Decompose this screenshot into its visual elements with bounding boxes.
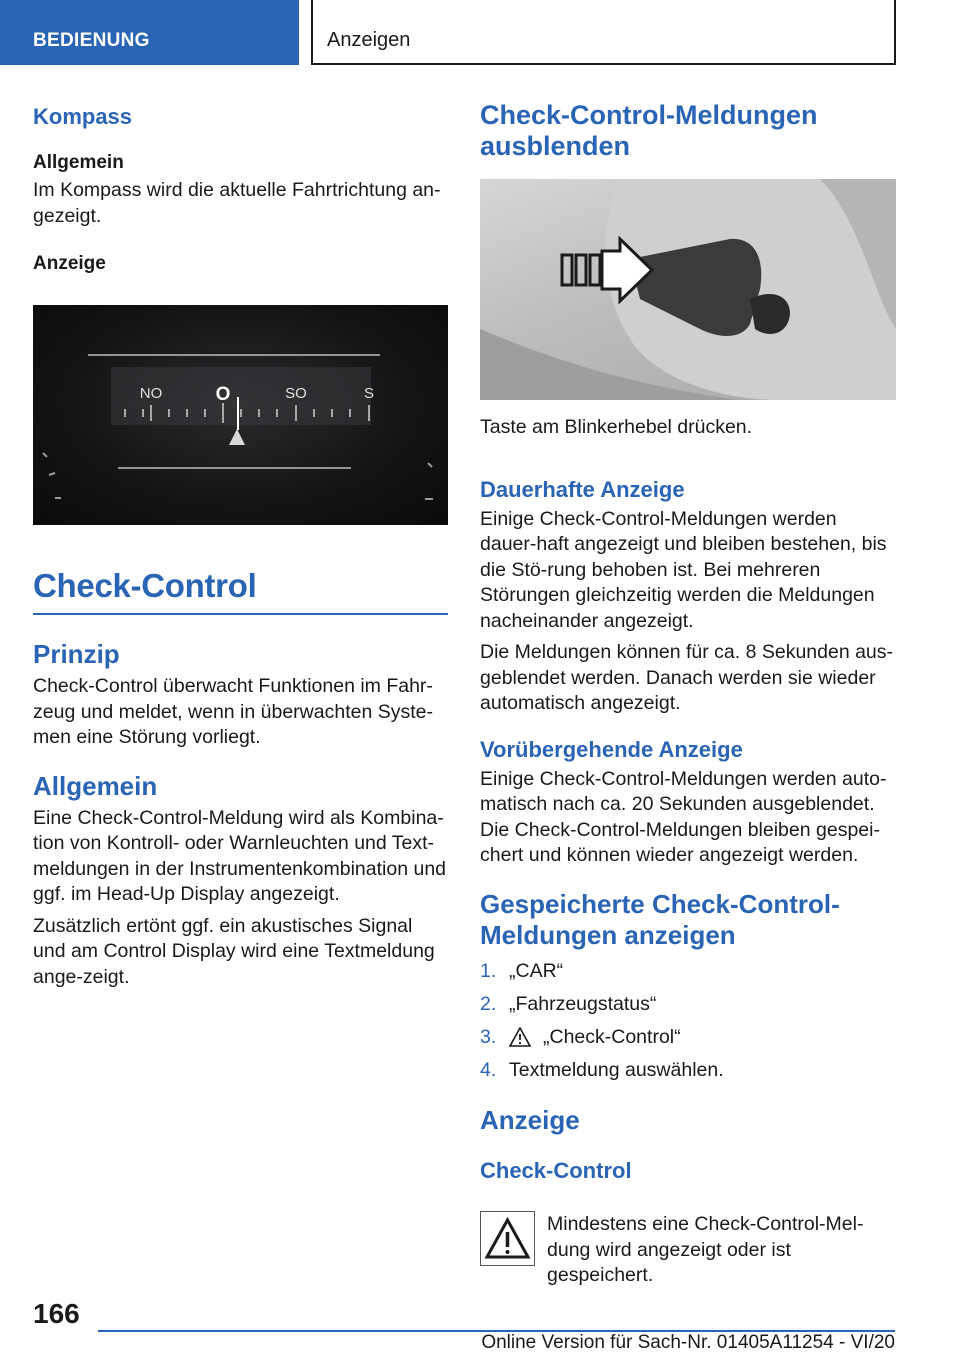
check-control-heading: Check-Control	[33, 567, 257, 604]
list-item: 1. „CAR“	[480, 959, 564, 982]
allgemein2-heading: Allgemein	[33, 770, 158, 801]
chapter-title: Anzeigen	[311, 0, 896, 65]
gespeichert-heading: Gespeicherte Check-Control-Meldungen anzeigen	[480, 888, 840, 950]
heading-rule	[33, 613, 448, 615]
compass-label-so: SO	[285, 385, 307, 402]
compass-display-image	[33, 305, 448, 525]
allgemein2-text1: Eine Check-Control-Meldung wird als Kombina-tion von Kontroll- oder Warnleuchten und Text-meldungen in der Instrumentenkombination und ggf. im Head-Up Display angezeigt.	[33, 806, 447, 905]
right-column	[480, 100, 896, 162]
compass-label-no: NO	[139, 385, 163, 402]
cc-text: Mindestens eine Check-Control-Mel-dung wird angezeigt oder ist gespeichert.	[547, 1213, 864, 1286]
turn-signal-lever-image	[480, 179, 896, 400]
allgemein-heading: Allgemein	[33, 152, 124, 173]
left-column	[33, 100, 448, 275]
warning-symbol-box	[480, 1211, 535, 1266]
allgemein2-text2: Zusätzlich ertönt ggf. ein akustisches Signal und am Control Display wird eine Textmeldung ange-zeigt.	[33, 914, 435, 988]
voruebergehend-heading: Vorübergehende Anzeige	[480, 736, 743, 762]
footer-online-version: Online Version für Sach-Nr. 01405A11254 - VI/20	[481, 1332, 895, 1353]
left-column-lower	[33, 567, 448, 990]
page-number: 166	[33, 1298, 80, 1329]
taste-text: Taste am Blinkerhebel drücken.	[480, 416, 753, 438]
dauerhaft-text2: Die Meldungen können für ca. 8 Sekunden aus-geblendet werden. Danach werden sie wieder automatisch angezeigt.	[480, 641, 894, 714]
steps-list	[480, 955, 896, 1087]
prinzip-heading: Prinzip	[33, 639, 120, 669]
list-item: 4. Textmeldung auswählen.	[480, 1058, 724, 1081]
compass-label-o: O	[215, 384, 231, 405]
dauerhaft-text1: Einige Check-Control-Meldungen werden dauer-haft angezeigt und bleiben bestehen, bis die Stö-rung behoben ist. Bei mehreren Störungen gleichzeitig werden die Meldungen nacheinander angezeigt.	[480, 507, 887, 632]
allgemein-text: Im Kompass wird die aktuelle Fahrtrichtung an-gezeigt.	[33, 179, 441, 227]
dauerhaft-heading: Dauerhafte Anzeige	[480, 476, 685, 502]
anzeige2-heading: Anzeige	[480, 1104, 580, 1135]
list-item: 2. „Fahrzeugstatus“	[480, 992, 657, 1015]
warning-triangle-icon	[481, 1212, 534, 1265]
voruebergehend-text: Einige Check-Control-Meldungen werden auto-matisch nach ca. 20 Sekunden ausgeblendet. Die Check-Control-Meldungen bleiben gespei-chert und können wieder angezeigt werden.	[480, 767, 887, 866]
kompass-heading: Kompass	[33, 104, 133, 129]
cc-subheading: Check-Control	[480, 1157, 632, 1183]
compass-label-s: S	[363, 385, 375, 402]
right-column-lower	[480, 411, 896, 1184]
warning-triangle-icon	[509, 1027, 531, 1047]
ausblenden-heading: Check-Control-Meldungen ausblenden	[480, 100, 818, 161]
anzeige-heading: Anzeige	[33, 253, 106, 274]
section-tab: BEDIENUNG	[0, 0, 299, 65]
prinzip-text: Check-Control überwacht Funktionen im Fahr-zeug und meldet, wenn in überwachten Syste-men eine Störung vorliegt.	[33, 675, 433, 748]
list-item: 3. „Check-Control“	[480, 1025, 681, 1048]
